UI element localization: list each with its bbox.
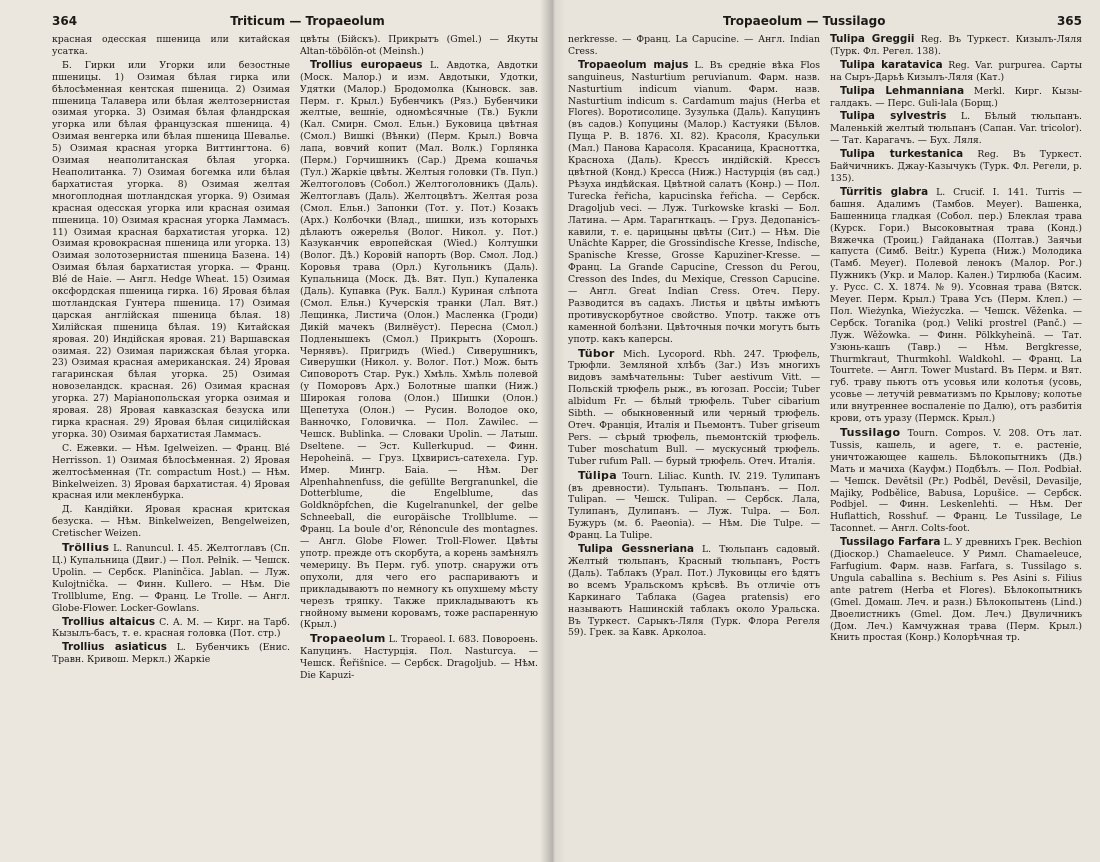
dictionary-entry [568,348,820,468]
entry-text: Reg. Var. purpurea. Сарты на Сыръ-Дарьѣ Кизылъ-Ляля (Кат.) [830,59,1082,83]
right-column-1 [568,34,820,646]
entry-headword: Tulipa Greggii [830,33,915,45]
right-page-header [568,14,1082,28]
left-page-header [52,14,538,28]
dictionary-entry [568,470,820,542]
entry-headword: Tussilago [840,426,901,439]
entry-headword: Tulipa Lehmanniana [840,84,965,97]
entry-headword: Trollius asiaticus [62,641,167,654]
left-page-columns [52,34,538,684]
entry-text: С. Ежевки. — Нѣм. Igelweizen. — Франц. Blé Herrisson. 1) Озимая бѣлосѣменная. 2) Яровая желтосѣменная (Tr. compactum Host.) — Нѣм. Binkelweizen. 3) Яровая бархатистая. 4) Яровая красная или мекленбурка. [52,442,290,502]
entry-text: L. Бубенчикъ (Енис. Травн. Кривош. Меркл.) Жаркіе [52,642,290,666]
dictionary-entry [52,642,290,666]
dictionary-entry [830,149,1082,185]
entry-headword: Trollius europaeus [310,58,423,71]
left-page-number: 364 [52,14,78,28]
entry-text: Д. Кандійки. Яровая красная критская безуска. — Нѣм. Binkelweizen, Bengelweizen, Cretischer Weizen. [52,504,290,540]
entry-text: Reg. Въ Туркест. Байчичникъ. Джау-Казычукъ (Турк. Фл. Регели, р. 135). [830,149,1082,184]
entry-text: L. Въ средніе вѣка Flos sanguineus, Nasturtium peruvianum. Фарм. назв. Nasturtium indicum vianum. Фарм. назв. Nasturtium indicum s. Cardamum majus (Herba et Flores). Воротисолице. Зузулька (Даль). Капуцинъ (въ садов.) Копуцины (Малор.) Кастуяки (Бѣлов. Пуща Р. В. 1876. XI. 82). Красоля, Красульки (Мал.) Панова Карасоля. Красаница, Красноттка, Красноха (Даль). Крессъ индійскій. Крессъ цвѣтной (Конд.) Кресса (Ниж.) Настурція (въ сад.) Рѣзуха индѣйская. Цвѣтной салатъ (Конр.) — Пол. Turecka řeřicha, kapucinska řeřicha. — Сербск. Dragoljub veci. — Луж. Turkowske kraski — Бол. Латина. — Арм. Тарагнткацъ. — Груз. Дедопанісъ-кавили, т. е. царицыны цвѣты (Сит.) — Нѣм. Die Unächte Kapper, die Grossindische Kresse, Indische, Spanische Kresse, Grosse Kapuziner-Kresse. — Франц. La Grande Capucine, Cresson du Perou, Cresson des Indes, du Mexique, Cresson Capucine. — Англ. Great Indian Cress. Отеч. Перу. Разводится въ садахъ. Листья и цвѣты имѣютъ противускорбутное свойство. Употр. также отъ каменной болѣзни. Цвѣточныя почки могутъ быть употр. какъ каперсы. [568,59,820,345]
dictionary-entry [830,111,1082,147]
dictionary-entry [52,617,290,641]
entry-headword: Tülipa [578,468,617,482]
entry-text: L. Тюльпанъ садовый. Желтый тюльпанъ, Красный тюльпанъ, Ростъ (Даль). Таблакъ (Урал. Пот.) Луковицы его ѣдятъ во всемъ Уральскомъ крѣсвѣ. Въ отличіе отъ Каркинаго Таблака (Gagea pratensis) его называютъ Нашинскій таблакъ около Уральска. Въ Туркест. Сарыкъ-Ляля (Турк. Флора Регеля 59). Грек. за Кавк. Арколоа. [568,544,820,639]
dictionary-entry [52,504,290,540]
dictionary-entry [300,60,538,632]
entry-text: L. Ranuncul. I. 45. Желтоглавъ (Сп. Ц.) Купальница (Двиг.) — Пол. Pełnik. — Чешск. Upolin. — Сербск. Planinčica. Jablan. — Луж. Kulojtnička. — Финн. Kullero. — Нѣм. Die Trollblume, Eng. — Франц. Le Trolle. — Англ. Globe-Flower. Locker-Gowlans. [52,543,290,614]
entry-headword: Tussilago Farfara [840,536,941,549]
entry-headword: Türritis glabra [840,185,929,198]
entry-text: L. Бѣлый тюльпанъ. Маленькій желтый тюльпанъ (Сапан. Var. tricolor). — Тат. Карагачъ. — Бух. Ляля. [830,111,1082,147]
right-page-number: 365 [1056,14,1082,28]
entry-text: красная одесская пшеница или китайская усатка. [52,34,290,57]
dictionary-entry [300,34,538,58]
entry-text: C. A. M. — Кирг. на Тарб. Кызылъ-басъ, т. е. красная головка (Пот. стр.) [52,616,290,640]
entry-text: Mich. Lycopord. Rbh. 247. Трюфель, Трюфли. Земляной хлѣбъ (Заг.) Изъ многихъ видовъ замѣчательны: Tuber aestivum Vitt. — Польскій трюфель рыж., въ югозап. Россіи; Tuber albidum Fr. — бѣлый трюфель. Tuber cibarium Sibth. — обыкновенный или черный трюфель. Отеч. Франція, Италія и Пьемонтъ. Tuber griseum Pers. — сѣрый трюфель, пьемонтскій трюфель. Tuber moschatum Bull. — мускусный трюфель. Tuber rufum Pall. — бурый трюфель. Отеч. Италія. [568,348,820,467]
dictionary-entry [568,544,820,639]
dictionary-entry [830,86,1082,110]
entry-text: L. У древнихъ Грек. Bechion (Діоскор.) Chamaeleuce. У Римл. Chamaeleuce, Farfugium. Фарм. назв. Farfara, s. Tussilago s. Ungula caballina s. Bechium s. Pes Asini s. Filius ante patrem (Herba et Flores). Бѣлокопытникъ (Gmel. Домаш. Леч. и разн.) Бѣлокопытень (Lind.) Двоелистникъ (Gmel. Дом. Леч.) Двуличникъ (Дом. Леч.) Камчужная трава (Перм. Крыл.) Книть простая (Конр.) Колорѣчная тр. [830,537,1082,644]
entry-headword: Tulipa turkestanica [840,148,964,161]
entry-headword: Tropaeolum [310,632,386,646]
left-column-2 [300,34,538,684]
entry-text: Tourn. Compos. V. 208. Отъ лат. Tussis, кашель, и agere, т. е. растеніе, уничтожающее кашель. Бѣлокопытникъ (Дв.) Мать и мачиха (Кауфм.) Подбѣлъ. — Пол. Podbiał. — Чешск. Devětsil (Pr.) Podběl, Devěsil, Devasilje, Majiky, Podbělice, Babusa, Lopušice. — Сербск. Podbjel. — Финн. Leskenlehti. — Нѣм. Der Huflattich, Rosshuf. — Франц. Le Tussilage, Le Taconnet. — Англ. Colts-foot. [830,428,1082,535]
left-running-head: Triticum — Tropaeolum [230,14,385,28]
book-gutter-shadow [540,0,566,862]
dictionary-entry [830,427,1082,535]
entry-text: L. Авдотка, Авдотки (Моск. Малор.) и изм. Авдотыки, Удотки, Удятки (Малор.) Бродомолка (Кыновск. зав. Перм. г. Крыл.) Бубенчикъ (Ряз.) Бубенчики желтые, вешніе, одномѣсячные (Тв.) Букли (Кал. Смирн. Смол. Ельн.) Буковица цвѣтная (Смол.) Вишкі (Вѣнки) (Перм. Крыл.) Вовча лапа, вовчий копит (Мал. Волк.) Горлянка (Перм.) Горчишникъ (Сар.) Дрема кошачья (Тул.) Жаркіе цвѣты. Желтыя головки (Тв. Пуп.) Желтоголовъ (Собол.) Желтоголовникъ (Даль). Желтоглавъ (Даль). Желтоцвѣтъ. Желтая роза (Смол. Ельн.) Запонки (Тот. у. Пот.) Козакъ (Арх.) Колбочки (Влад., шишки, изъ которыхъ дѣлаютъ ожерелья (Волог. Никол. у. Пот.) Казуканчик европейская (Wied.) Колтушки (Волог. Дѣ.) Коровій напорть (Вор. Смол. Лод.) Коровья трава (Орл.) Кугольникъ (Даль). Купальница (Моск. Дѣ. Вят. Пуп.) Купаленка (Даль). Купавка (Рук. Балл.) Куриная слѣпота (Смол. Ельн.) Кучерскія транки (Лал. Вят.) Лещинка, Листича (Олон.) Масленка (Гроди) Дикій мачекъ (Вилнёуст). Пересна (Смол.) Подленышекъ (Смол.) Прикрытъ (Хорошъ. Чернявъ). Пригридъ (Wied.) Сиверушникъ, Сиверушки (Никол. у. Волог. Пот.) Мож. быть Сиповоротъ Стар. Рук.) Хмѣль. Хмѣль полевой (у Поморовъ Арх.) Болотные шапки (Ниж.) Широкая голова (Олон.) Шишки (Олон.) Щепетуха (Олон.) — Русин. Володое око, Ванночко, Головичка. — Пол. Zawilec. — Чешск. Bublinka. — Словаки Upolin. — Латыш. Dseltene. — Эст. Kullerkupud. — Финн. Hepoheinä. — Груз. Цхвирисъ-сатехела. Гур. Имер. Мингр. Баіа. — Нѣм. Der Alpenhahnenfuss, die gefüllte Bergranunkel, die Dotterblume, die Engelblume, das Goldknöpfchen, die Kugelranunkel, der gelbe Schneeball, die europäische Trollblume. — Франц. La boule d'or, Rénoncule des montagnes. — Англ. Globe Flower. Troll-Flower. Цвѣты употр. прежде отъ скорбута, а корень замѣнялъ чемерицу. Въ Перм. губ. употр. снаружи отъ опухоли, для чего его распариваютъ и прикладываютъ по немногу къ опухшему мѣсту черезъ тряпку. Также прикладываютъ къ гнойному вымени коровамъ, тоже распаренную (Крыл.) [300,59,538,631]
entry-headword: Tröllius [62,541,110,555]
entry-text: Tourn. Liliac. Kunth. IV. 219. Тулипанъ (въ древности). Тульпанъ. Тюльпанъ. — Пол. Tulipan. — Чешск. Tulipan. — Сербск. Лала, Тулипанъ, Дулипанъ. — Луж. Tulpa. — Бол. Бужуръ (м. б. Paeonia). — Нѣм. Die Tulpe. — Франц. La Tulipe. [568,470,820,542]
left-column-1 [52,34,290,684]
dictionary-entry [52,443,290,503]
dictionary-entry [300,633,538,682]
entry-text: цвѣты (Бiйскъ). Прикрытъ (Gmel.) — Якуты Altan-töbölön-ot (Meinsh.) [300,34,538,57]
entry-headword: Tulipa sylvestris [840,110,947,123]
entry-headword: Tropaeolum majus [578,58,689,71]
dictionary-entry [52,34,290,58]
entry-text: Б. Гирки или Угорки или безостные пшеницы. 1) Озимая бѣлая гирка или бѣлосѣменная кентская пшеница. 2) Озимая пшеница Талавера или бѣлая желтозернистая озимая угорка. 3) Озимая бѣлая фландрская угорка или бѣлая французская пшеница. 4) Озимая венгерка или бѣлая пшеница Шевалье. 5) Озимая красная угорка Виттингтона. 6) Озимая неаполитанская бѣлая угорка. Неаполитанка. 7) Озимая богемка или бѣлая бархатистая угорка. 8) Озимая желтая многоплодная шотландская угорка. 9) Озимая красная одесская угорка или красная озимая пшеница. 10) Озимая красная угорка Ламмасъ. 11) Озимая красная бархатистая угорка. 12) Озимая кровокрасная пшеница или угорка. 13) Озимая золотозернистая пшеница Базена. 14) Озимая бѣлая бархатистая угорка. — Франц. Blé de Haie. — Англ. Hedge Wheat. 15) Озимая оксфордская пшеница гирка. 16) Яровая бѣлая шотландская Гунтера пшеница. 17) Озимая царская англiйская пшеница бѣлая. 18) Хилiйская пшеница бѣлая. 19) Китайская яровая. 20) Индiйская яровая. 21) Варшавская озимая. 22) Озимая парижская бѣлая угорка. 23) Озимая красная американская. 24) Яровая гагаринская бѣлая угорка. 25) Озимая новозеландск. красная. 26) Озимая красная угорка. 27) Марiанопольская угорка озимая и яровая. 28) Яровая кавказская безуска или гирка красная. 29) Яровая бѣлая сицилiйская угорка. 30) Озимая бархатистая Ламмасъ. [52,59,290,440]
dictionary-entry [830,60,1082,84]
entry-text: L. Crucif. I. 141. Turris — башня. Адалимъ (Тамбов. Meyer). Вашенка, Башенница гладкая (Собол. пер.) Блеклая трава (Курск. Гори.) Высоковытная трава (Конд.) Вяжечка (Троиц.) Гайданака (Полтав.) Заячьи капуста (Симб. Beitr.) Курепа (Ниж.) Молодика (Тамб. Meyer). Полевой ленокъ (Малор. Рог.) Пужникъ (Укр. и Малор. Кален.) Тирлюба (Касим. у. Русс. С. Х. 1874. № 9). Усовная трава (Вятск. Meyer. Перм. Крыл.) Трава Усъ (Перм. Клеп.) — Пол. Wieżynka, Wieżyczka. — Чешск. Věženka. — Сербск. Toranika (род.) Veliki prostrel (Panč.) — Луж. Wěžowka. — Финн. Pölkkyheinä. — Тат. Узюнь-кашъ (Тавр.) — Нѣм. Bergkresse, Thurmkraut, Thurmkohl. Waldkohl. — Франц. La Tourrete. — Англ. Tower Mustard. Въ Перм. и Вят. губ. траву пьютъ отъ усовья или колотья (усовь, усовье — летучій ревматизмъ по Крылову; колотье или внутреннее воспаленіе по Далю), отъ разбитія крови, отъ уразу (Пермск. Крыл.) [830,186,1082,425]
dictionary-entry [568,34,820,58]
dictionary-entry [830,187,1082,425]
right-column-2 [830,34,1082,646]
entry-headword: Trollius altaicus [62,615,156,628]
right-page [552,0,1100,862]
entry-headword: Tulipa Gessneriana [578,543,695,556]
right-page-columns [568,34,1082,646]
dictionary-entry [568,60,820,346]
dictionary-entry [52,542,290,614]
entry-headword: Tübor [578,346,615,360]
entry-text: nerkresse. — Франц. La Capucine. — Англ. Indian Cress. [568,34,820,57]
entry-headword: Tulipa karatavica [840,58,943,71]
dictionary-entry [52,60,290,441]
entry-text: Merkl. Кирг. Кызы-галдакъ. — Перс. Guli-lala (Борщ.) [830,85,1082,109]
dictionary-entry [830,537,1082,644]
right-running-head: Tropaeolum — Tussilago [723,14,886,28]
dictionary-entry [830,34,1082,58]
entry-text: Reg. Въ Туркест. Кизылъ-Ляля (Турк. Фл. Регел. 138). [830,34,1082,57]
entry-text: L. Tropaeol. I. 683. Повороень. Капуцинъ. Настурція. Пол. Nasturcya. — Чешск. Řeřišnice. — Сербск. Dragoljub. — Нѣм. Die Kapuzi- [300,634,538,682]
